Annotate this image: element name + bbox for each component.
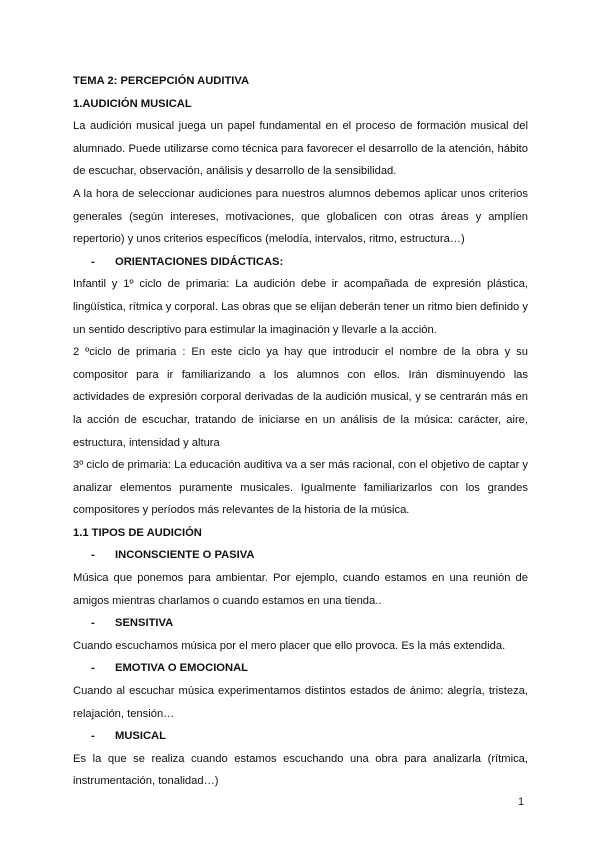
bullet-emotiva xyxy=(73,657,528,680)
tipo-sensitiva-heading: SENSITIVA xyxy=(115,617,174,630)
paragraph-sensitiva: Cuando escuchamos música por el mero placer que ello provoca. Es la más extendida. xyxy=(73,639,506,652)
tipo-musical-heading: MUSICAL xyxy=(115,730,166,743)
bullet-dash: - xyxy=(91,617,95,630)
section-heading-tipos-audicion: 1.1 TIPOS DE AUDICIÓN xyxy=(73,526,202,539)
bullet-sensitiva xyxy=(73,612,528,635)
paragraph-segundo-ciclo: 2 ºciclo de primaria : En este ciclo ya hay que introducir el nombre de la obra y su compositor para ir familiarizando a los alumnos con ellos. Irán disminuyendo las actividades de expresión corporal derivadas de la audición musical, y se centrarán más en la acción de escuchar, tratando de iniciarse en un análisis de la música: carácter, aire, estructura, intensidad y altura xyxy=(73,346,528,449)
tipo-emotiva-heading: EMOTIVA O EMOCIONAL xyxy=(115,662,249,675)
orientaciones-heading: ORIENTACIONES DIDÁCTICAS: xyxy=(115,255,284,268)
bullet-dash: - xyxy=(91,730,95,743)
paragraph-tercer-ciclo: 3º ciclo de primaria: La educación auditiva va a ser más racional, con el objetivo de captar y analizar elementos puramente musicales. Igualmente familiarizarlos con los grandes compositores y períodos más relevantes de la historia de la música. xyxy=(73,459,528,517)
bullet-dash: - xyxy=(91,255,95,268)
tipo-inconsciente-heading: INCONSCIENTE O PASIVA xyxy=(115,549,255,562)
document-body xyxy=(73,70,528,793)
paragraph-emotiva: Cuando al escuchar música experimentamos distintos estados de ánimo: alegría, tristeza, relajación, tensión… xyxy=(73,685,528,720)
document-title: TEMA 2: PERCEPCIÓN AUDITIVA xyxy=(73,75,250,87)
bullet-musical xyxy=(73,725,528,748)
bullet-dash: - xyxy=(91,549,95,562)
page-number: 1 xyxy=(518,796,525,808)
section-heading-audicion-musical: 1.AUDICIÓN MUSICAL xyxy=(73,97,192,110)
paragraph-infantil: Infantil y 1º ciclo de primaria: La audición debe ir acompañada de expresión plástica, lingüística, rítmica y corporal. Las obras que se elijan deberán tener un ritmo bien definido y un sentido descriptivo para estimular la imaginación y llevarle a la acción. xyxy=(73,278,528,336)
bullet-dash: - xyxy=(91,662,95,675)
paragraph-inconsciente: Música que ponemos para ambientar. Por ejemplo, cuando estamos en una reunión de amigos mientras charlamos o cuando estamos en una tienda.. xyxy=(73,572,528,607)
paragraph-musical: Es la que se realiza cuando estamos escuchando una obra para analizarla (rítmica, instrumentación, tonalidad…) xyxy=(73,752,528,788)
paragraph-intro: La audición musical juega un papel fundamental en el proceso de formación musical del alumnado. Puede utilizarse como técnica para favorecer el desarrollo de la atención, hábito de escuchar, observación, análisis y desarrollo de la sensibilidad. xyxy=(73,120,528,178)
bullet-inconsciente xyxy=(73,544,528,567)
bullet-orientaciones xyxy=(73,251,528,274)
paragraph-criterios: A la hora de seleccionar audiciones para nuestros alumnos debemos aplicar unos criterios generales (según intereses, motivaciones, que globalicen con otras áreas y amplíen repertorio) y unos criterios específicos (melodía, intervalos, ritmo, estructura…) xyxy=(73,187,528,246)
